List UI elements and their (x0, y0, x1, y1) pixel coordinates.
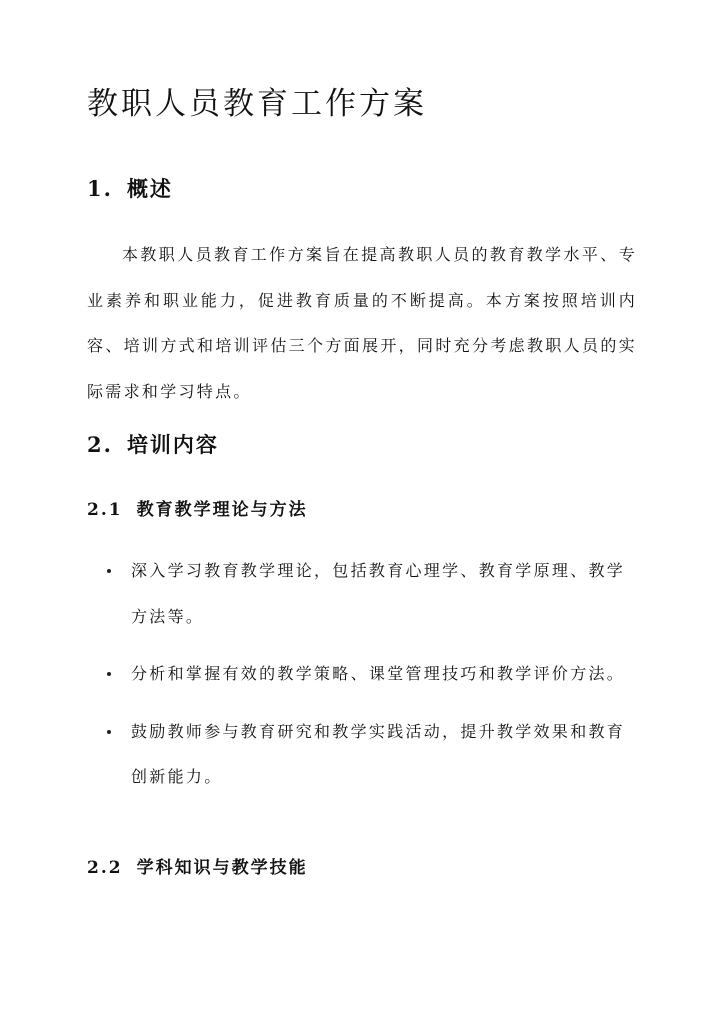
list-item (87, 651, 637, 697)
subsection-heading-theory-methods (87, 497, 308, 523)
section-title: 培训内容 (126, 432, 219, 457)
section-number: 2. (87, 432, 113, 457)
subsection-number: 2.1 (87, 500, 123, 520)
list-item-text: 分析和掌握有效的教学策略、课堂管理技巧和教学评价方法。 (131, 664, 626, 683)
list-item (87, 709, 637, 800)
subsection-heading-subject-knowledge (87, 855, 308, 881)
overview-paragraph: 本教职人员教育工作方案旨在提高教职人员的教育教学水平、专业素养和职业能力，促进教育质量的不断提高。本方案按照培训内容、培训方式和培训评估三个方面展开，同时充分考虑教职人员的实际需求和学习特点。 (87, 245, 637, 401)
list-item (87, 548, 637, 639)
section-heading-overview (87, 174, 173, 204)
document-title: 教职人员教育工作方案 (87, 86, 427, 122)
section-title: 概述 (126, 176, 173, 201)
list-item-text: 鼓励教师参与教育研究和教学实践活动，提升教学效果和教育创新能力。 (131, 721, 626, 786)
section-number: 1. (87, 176, 113, 201)
bullet-list (87, 548, 637, 812)
bullet-dot-icon (107, 730, 111, 734)
bullet-dot-icon (107, 672, 111, 676)
section-heading-training-content (87, 430, 219, 460)
subsection-title: 学科知识与教学技能 (136, 858, 308, 878)
subsection-number: 2.2 (87, 858, 123, 878)
subsection-title: 教育教学理论与方法 (136, 500, 308, 520)
list-item-text: 深入学习教育教学理论，包括教育心理学、教育学原理、教学方法等。 (131, 561, 626, 626)
bullet-dot-icon (107, 569, 111, 573)
